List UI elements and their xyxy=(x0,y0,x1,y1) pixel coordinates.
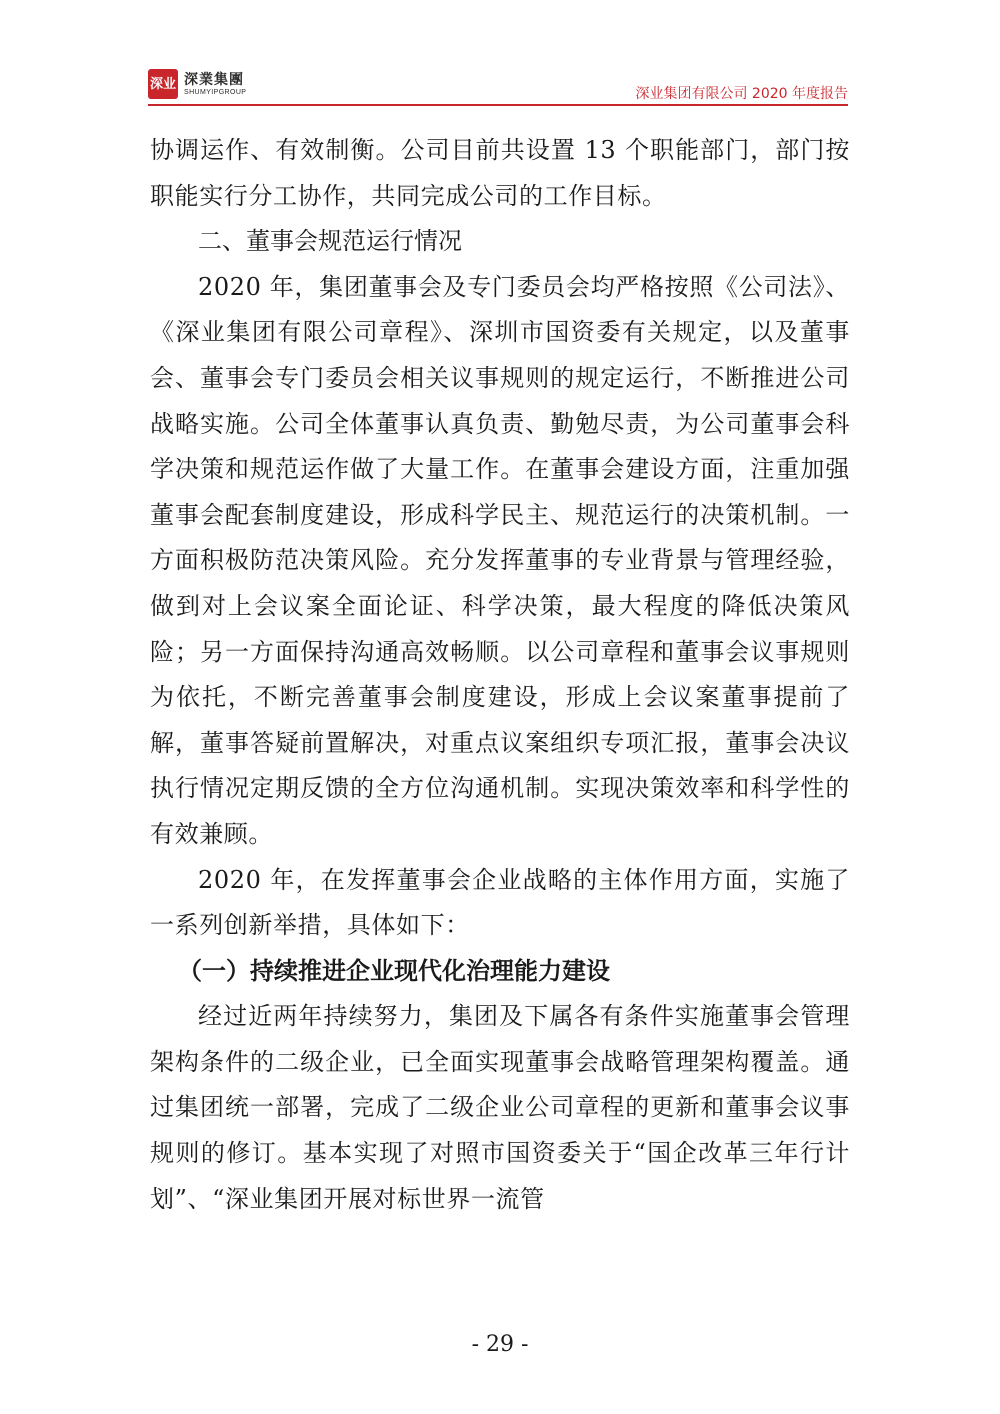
paragraph-innovation-intro: 2020 年，在发挥董事会企业战略的主体作用方面，实施了一系列创新举措，具体如下： xyxy=(150,865,850,940)
paragraph-governance: 经过近两年持续努力，集团及下属各有条件实施董事会管理架构条件的二级企业，已全面实现董事会战略管理架构覆盖。通过集团统一部署，完成了二级企业公司章程的更新和董事会议事规则的修订。基本实现了对照市国资委关于“国企改革三年行计划”、“深业集团开展对标世界一流管 xyxy=(150,1002,850,1213)
page-body xyxy=(150,128,850,1222)
paragraph-board-operation: 2020 年，集团董事会及专门委员会均严格按照《公司法》、《深业集团有限公司章程》、深圳市国资委有关规定，以及董事会、董事会专门委员会相关议事规则的规定运行，不断推进公司战略实施。公司全体董事认真负责、勤勉尽责，为公司董事会科学决策和规范运作做了大量工作。在董事会建设方面，注重加强董事会配套制度建设，形成科学民主、规范运行的决策机制。一方面积极防范决策风险。充分发挥董事的专业背景与管理经验，做到对上会议案全面论证、科学决策，最大程度的降低决策风险；另一方面保持沟通高效畅顺。以公司章程和董事会议事规则为依托，不断完善董事会制度建设，形成上会议案董事提前了解，董事答疑前置解决，对重点议案组织专项汇报，董事会决议执行情况定期反馈的全方位沟通机制。实现决策效率和科学性的有效兼顾。 xyxy=(150,272,850,848)
subsection-heading: （一）持续推进企业现代化治理能力建设 xyxy=(178,956,610,985)
company-logo xyxy=(148,68,246,100)
section-heading: 二、董事会规范运行情况 xyxy=(198,227,462,256)
paragraph-continued: 协调运作、有效制衡。公司目前共设置 13 个职能部门，部门按职能实行分工协作，共同完成公司的工作目标。 xyxy=(150,136,850,210)
report-title: 深业集团有限公司 2020 年度报告 xyxy=(635,86,848,102)
logo-seal: 深业 xyxy=(148,69,178,99)
logo-chinese-name: 深業集團 xyxy=(184,71,244,88)
logo-english-name: SHUMYIPGROUP xyxy=(184,88,247,96)
logo-wordmark xyxy=(184,72,246,97)
page-header xyxy=(0,0,1000,110)
page-number: - 29 - xyxy=(471,1332,529,1357)
header-divider xyxy=(148,104,848,106)
